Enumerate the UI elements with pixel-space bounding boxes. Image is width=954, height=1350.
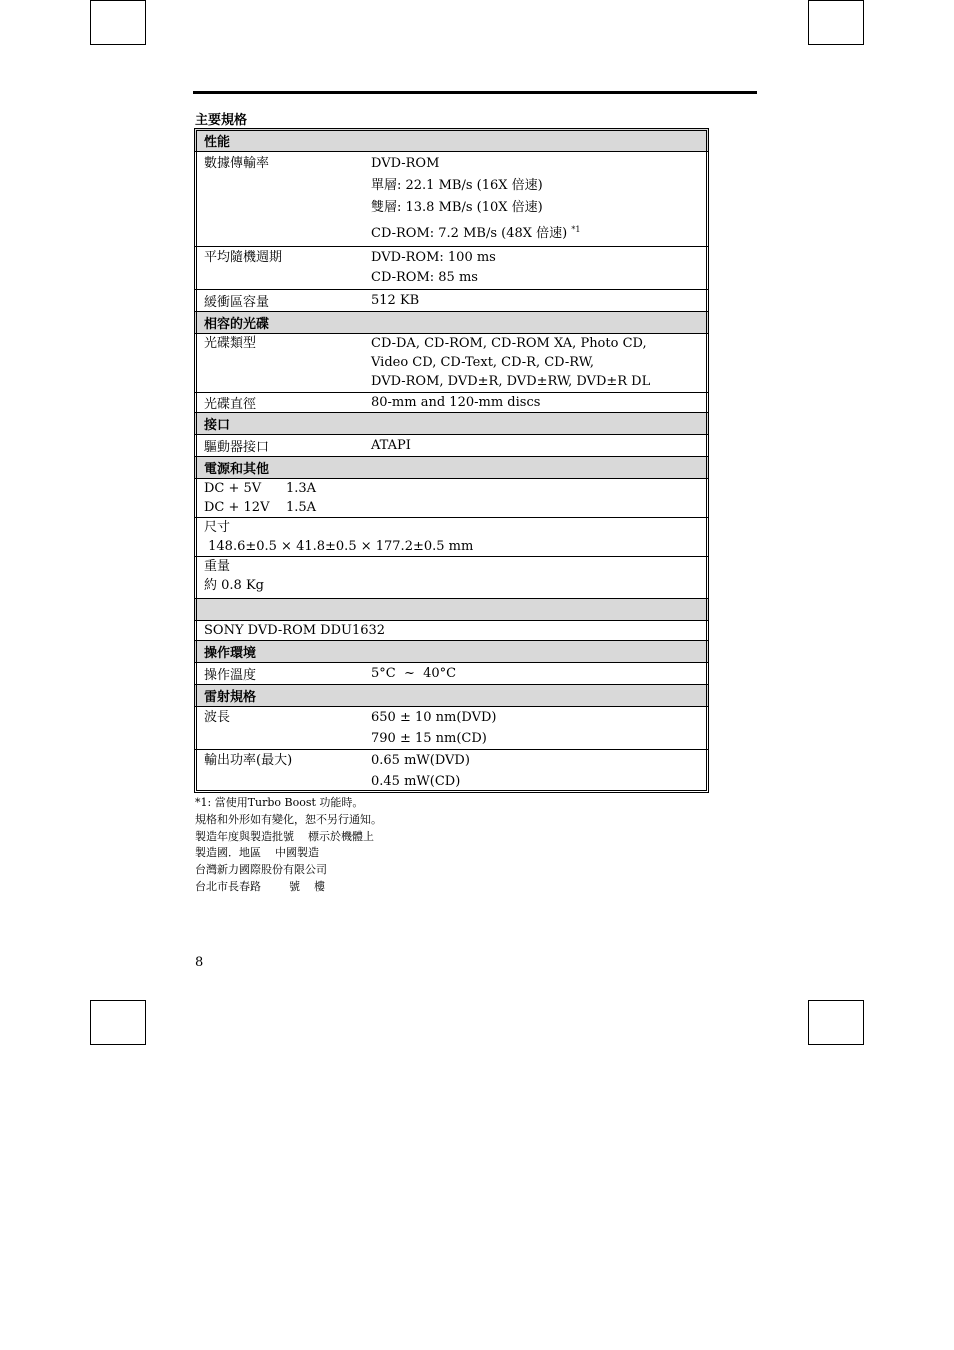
- crop-mark-top-left: [90, 0, 146, 45]
- spec-label: 光碟類型: [204, 336, 257, 351]
- footnote-line: 製造年度與製造批號 標示於機體上: [195, 829, 374, 843]
- spec-row-power: [195, 478, 708, 517]
- section-header-power: 電源和其他: [195, 456, 708, 478]
- spec-row-model: [195, 620, 708, 640]
- spec-row-access-time: [195, 246, 708, 289]
- spec-label: 光碟直徑: [204, 397, 257, 412]
- spec-value-line: [371, 219, 708, 245]
- section-header-laser: 雷射規格: [195, 684, 708, 706]
- spec-row-dimensions: [195, 517, 708, 556]
- spec-row-wavelength: [195, 706, 708, 749]
- spec-label: 平均隨機週期: [204, 250, 283, 265]
- section-header-interface: 接口: [195, 412, 708, 434]
- spec-row-disc-diameter: [195, 392, 708, 412]
- spec-value: [371, 153, 708, 245]
- crop-mark-bottom-left: [90, 1000, 146, 1045]
- spec-value: [371, 750, 708, 792]
- spec-row-buffer: [195, 289, 708, 311]
- spec-value-line: 0.45 mW(CD): [371, 774, 461, 789]
- spec-label: 輸出功率(最大): [204, 753, 293, 768]
- footnote-line: 台北市長春路 號 樓: [195, 879, 325, 893]
- footnote-line: 台灣新力國際股份有限公司: [195, 863, 327, 877]
- spec-value-line: CD-ROM: 85 ms: [371, 270, 478, 285]
- spec-value: [371, 248, 708, 288]
- spec-value-line: 單層: 22.1 MB/s (16X 倍速): [371, 178, 543, 193]
- spec-label: 波長: [204, 710, 231, 725]
- spec-value: [371, 707, 708, 749]
- spec-row-transfer-rate: [195, 151, 708, 246]
- spec-value-line: 雙層: 13.8 MB/s (10X 倍速): [371, 200, 543, 215]
- spec-value: 512 KB: [371, 293, 420, 308]
- spec-value-line: 0.65 mW(DVD): [371, 753, 470, 768]
- spec-row-weight: [195, 556, 708, 598]
- footnote-mark: *1: [571, 225, 581, 234]
- spec-row-temperature: [195, 662, 708, 684]
- spec-value-line: DVD-ROM: 100 ms: [371, 250, 496, 265]
- top-rule: [193, 91, 757, 94]
- spec-table: [194, 128, 709, 793]
- footnote-line: *1: 當使用Turbo Boost 功能時。: [195, 796, 364, 809]
- spec-value: [371, 334, 708, 391]
- spec-label: 緩衝區容量: [204, 295, 270, 310]
- section-header-environment: 操作環境: [195, 640, 708, 662]
- spec-value-line: 790 ± 15 nm(CD): [371, 731, 487, 746]
- model-name: SONY DVD-ROM DDU1632: [204, 623, 386, 638]
- power-line: DC + 5V 1.3A: [204, 481, 317, 496]
- spec-value: 5°C ~ 40°C: [371, 666, 457, 681]
- spec-value-line: DVD-ROM, DVD±R, DVD±RW, DVD±R DL: [371, 374, 651, 389]
- section-header-compatible-discs: 相容的光碟: [195, 311, 708, 333]
- weight-label: 重量: [204, 559, 231, 574]
- spec-row-disc-types: [195, 333, 708, 392]
- spec-value-line: Video CD, CD-Text, CD-R, CD-RW,: [371, 355, 594, 370]
- crop-mark-top-right: [808, 0, 864, 45]
- dimensions-value: 148.6±0.5 × 41.8±0.5 × 177.2±0.5 mm: [204, 539, 474, 554]
- spec-label: 驅動器接口: [204, 440, 270, 455]
- page-number: 8: [195, 955, 204, 970]
- footnote-line: 規格和外形如有變化，恕不另行通知。: [195, 812, 382, 826]
- spec-label: 數據傳輸率: [204, 156, 270, 171]
- spec-value-line: CD-DA, CD-ROM, CD-ROM XA, Photo CD,: [371, 336, 647, 351]
- section-title: 主要規格: [195, 113, 248, 128]
- spec-value: ATAPI: [371, 438, 411, 453]
- power-values: [195, 479, 708, 517]
- spec-label: 操作溫度: [204, 668, 257, 683]
- footnote-line: 製造國．地區 中國製造: [195, 846, 319, 860]
- dimensions: [195, 518, 708, 556]
- spec-value-line: DVD-ROM: [371, 156, 440, 171]
- crop-mark-bottom-right: [808, 1000, 864, 1045]
- spec-value-text: CD-ROM: 7.2 MB/s (48X 倍速): [371, 226, 572, 241]
- weight-value: 約 0.8 Kg: [204, 578, 264, 593]
- spec-value: 80-mm and 120-mm discs: [371, 395, 541, 410]
- section-header-blank: [195, 598, 708, 620]
- power-line: DC + 12V 1.5A: [204, 500, 317, 515]
- section-header-performance: 性能: [195, 129, 708, 151]
- weight: [195, 557, 708, 595]
- footnotes: [195, 795, 382, 896]
- spec-value-line: 650 ± 10 nm(DVD): [371, 710, 497, 725]
- spec-row-drive-interface: [195, 434, 708, 456]
- dimensions-label: 尺寸: [204, 520, 231, 535]
- spec-row-output-power: [195, 749, 708, 792]
